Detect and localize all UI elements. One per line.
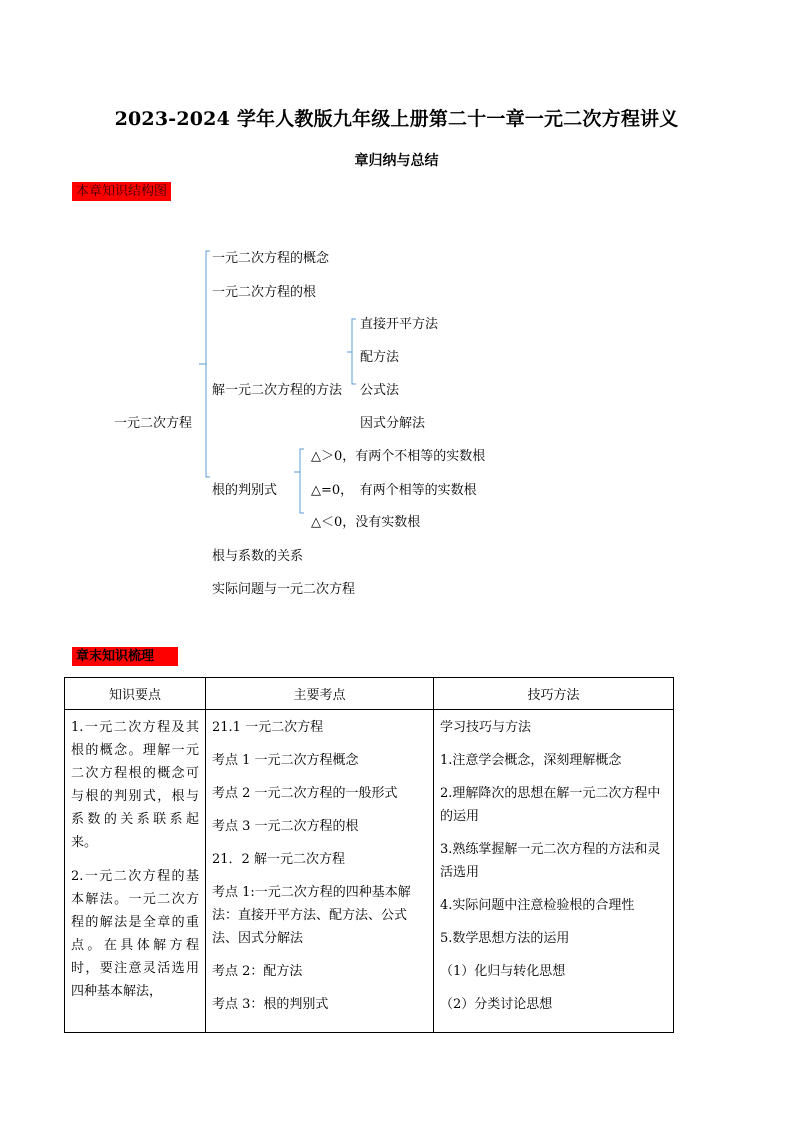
tree-item-concept: 一元二次方程的概念 xyxy=(212,251,330,266)
section-label-summary: 章末知识梳理 xyxy=(72,647,178,666)
topic-item: 考点 2 一元二次方程的一般形式 xyxy=(212,786,398,801)
tree-item-vieta: 根与系数的关系 xyxy=(212,549,304,564)
topic-item: 考点 1 一元二次方程概念 xyxy=(212,753,359,768)
summary-table xyxy=(64,677,674,1033)
tree-item-solving-methods: 解一元二次方程的方法 xyxy=(212,383,343,398)
discriminant-case: △＜0，没有实数根 xyxy=(311,515,421,530)
topic-item: 21．2 解一元二次方程 xyxy=(212,852,345,867)
table-header-methods: 技巧方法 xyxy=(434,678,674,710)
table-cell-key-points xyxy=(65,710,206,1033)
topic-item: 考点 3：根的判别式 xyxy=(212,997,329,1012)
table-cell-main-topics xyxy=(206,710,434,1033)
topic-item: 考点 3 一元二次方程的根 xyxy=(212,819,359,834)
discriminant-bracket xyxy=(300,449,304,513)
key-point: 2.一元二次方程的基本解法。一元二次方程的解法是全章的重点。在具体解方程时，要注意灵活选用四种基本解法， xyxy=(71,869,199,999)
topic-item: 考点 2：配方法 xyxy=(212,964,303,979)
method-item: 配方法 xyxy=(360,350,400,365)
method-tip: 学习技巧与方法 xyxy=(440,720,532,735)
method-tip: 2.理解降次的思想在解一元二次方程中的运用 xyxy=(440,786,661,824)
method-tip: 5.数学思想方法的运用 xyxy=(440,931,570,946)
tree-item-discriminant: 根的判别式 xyxy=(212,483,278,498)
table-header-main-topics: 主要考点 xyxy=(206,678,434,710)
table-row xyxy=(65,710,674,1033)
method-tip: 4.实际问题中注意检验根的合理性 xyxy=(440,898,635,913)
key-point: 1.一元二次方程及其根的概念。理解一元二次方程根的概念可与根的判别式，根与系数的关系联系起来。 xyxy=(71,720,199,850)
topic-item: 考点 1:一元二次方程的四种基本解法：直接开平方法、配方法、公式法、因式分解法 xyxy=(212,885,411,946)
tree-item-applications: 实际问题与一元二次方程 xyxy=(212,582,356,597)
discriminant-case: △＞0，有两个不相等的实数根 xyxy=(311,449,486,464)
method-tip: （2）分类讨论思想 xyxy=(440,997,553,1012)
tree-item-root: 一元二次方程的根 xyxy=(212,285,317,300)
table-header-key-points: 知识要点 xyxy=(65,678,206,710)
discriminant-case: △=0， 有两个相等的实数根 xyxy=(311,483,477,498)
topic-item: 21.1 一元二次方程 xyxy=(212,720,324,735)
methods-bracket xyxy=(352,319,356,384)
main-bracket xyxy=(206,251,210,477)
method-item: 直接开平方法 xyxy=(360,317,439,332)
table-cell-methods xyxy=(434,710,674,1033)
section-label-structure: 本章知识结构图 xyxy=(72,182,171,201)
document-subtitle: 章归纳与总结 xyxy=(354,153,439,169)
method-tip: 3.熟练掌握解一元二次方程的方法和灵活选用 xyxy=(440,842,661,880)
method-tip: 1.注意学会概念，深刻理解概念 xyxy=(440,753,622,768)
tree-root: 一元二次方程 xyxy=(114,416,193,431)
method-item: 公式法 xyxy=(360,383,400,398)
method-tip: （1）化归与转化思想 xyxy=(440,964,566,979)
method-item: 因式分解法 xyxy=(360,416,426,431)
document-title: 2023-2024 学年人教版九年级上册第二十一章一元二次方程讲义 xyxy=(114,108,679,130)
table-header-row xyxy=(65,678,674,710)
